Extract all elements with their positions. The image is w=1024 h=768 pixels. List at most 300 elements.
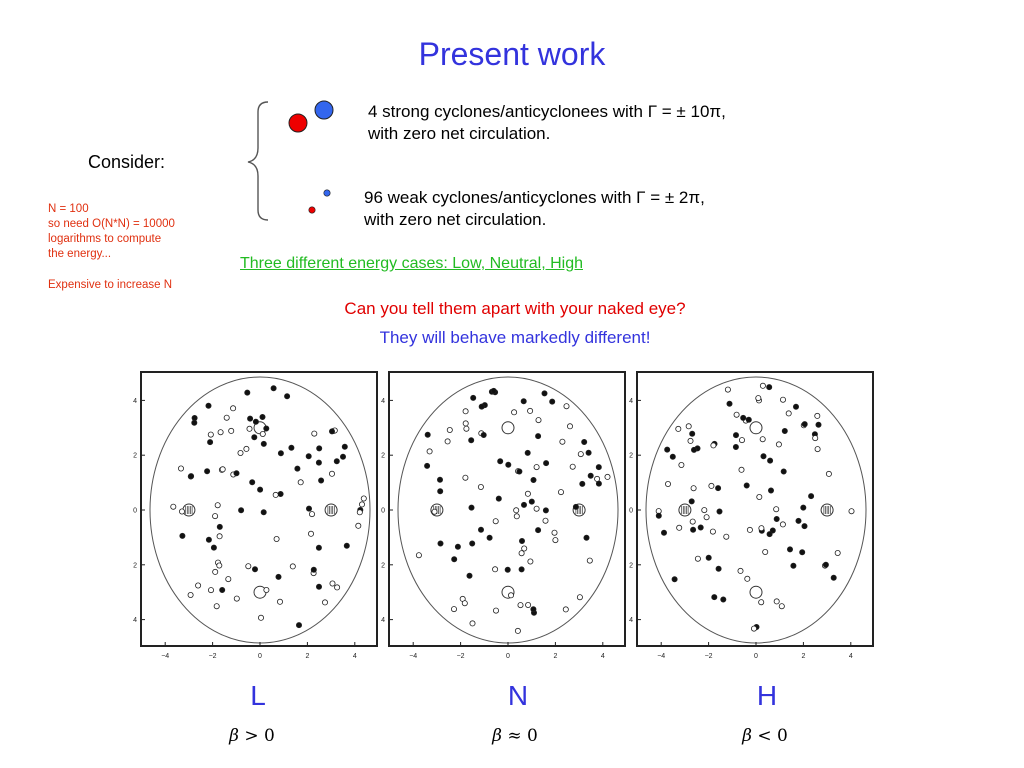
weak-cyclone-dot — [479, 404, 484, 409]
weak-cyclone-dot — [767, 532, 772, 537]
weak-cyclone-dot — [768, 458, 773, 463]
weak-cyclone-dot — [716, 566, 721, 571]
weak-anticyclone-dot — [815, 413, 820, 418]
weak-anticyclone-dot — [264, 587, 269, 592]
weak-anticyclone-dot — [774, 599, 779, 604]
x-tick-label: −4 — [409, 653, 418, 660]
weak-anticyclone-dot — [258, 615, 263, 620]
weak-cyclone-dot — [706, 555, 711, 560]
weak-anticyclone-dot — [564, 404, 569, 409]
weak-anticyclone-dot — [779, 604, 784, 609]
weak-cyclone-dot — [665, 447, 670, 452]
weak-anticyclone-dot — [734, 412, 739, 417]
weak-anticyclone-dot — [676, 426, 681, 431]
y-tick-label: 2 — [629, 452, 633, 460]
weak-anticyclone-dot — [738, 568, 743, 573]
weak-anticyclone-dot — [563, 607, 568, 612]
strong-cyclone-red-icon — [289, 114, 307, 132]
weak-anticyclone-dot — [725, 387, 730, 392]
scatter-panel-high — [629, 372, 873, 660]
x-tick-label: 4 — [352, 653, 357, 660]
weak-anticyclone-dot — [356, 523, 361, 528]
weak-cyclone-dot — [329, 429, 334, 434]
weak-cyclone-dot — [253, 419, 258, 424]
weak-anticyclone-dot — [724, 534, 729, 539]
weak-anticyclone-dot — [208, 588, 213, 593]
weak-anticyclone-dot — [536, 418, 541, 423]
weak-cyclone-dot — [317, 446, 322, 451]
weak-cyclone-dot — [189, 474, 194, 479]
panel-frame — [141, 372, 377, 646]
weak-anticyclone-dot — [534, 465, 539, 470]
weak-cyclone-dot — [781, 469, 786, 474]
weak-anticyclone-dot — [577, 595, 582, 600]
weak-cyclone-dot — [252, 435, 257, 440]
weak-anticyclone-dot — [330, 581, 335, 586]
weak-cyclone-dot — [801, 505, 806, 510]
weak-anticyclone-dot — [445, 439, 450, 444]
x-tick-label: 4 — [848, 653, 853, 660]
weak-anticyclone-dot — [322, 600, 327, 605]
weak-anticyclone-dot — [780, 522, 785, 527]
weak-cyclone-dot — [506, 462, 511, 467]
weak-cyclone-dot — [721, 597, 726, 602]
x-tick-label: 2 — [801, 653, 806, 660]
weak-anticyclone-dot — [525, 491, 530, 496]
weak-anticyclone-dot — [308, 531, 313, 536]
y-tick-label: 2 — [381, 562, 385, 570]
naked-eye-question: Can you tell them apart with your naked eye? — [344, 299, 686, 318]
curly-brace-icon — [248, 102, 268, 220]
consider-label: Consider: — [88, 152, 166, 172]
beta-symbol: β — [742, 726, 752, 746]
weak-cyclone-dot — [278, 451, 283, 456]
weak-cyclone-dot — [261, 510, 266, 515]
weak-anticyclone-dot — [427, 449, 432, 454]
weak-anticyclone-dot — [514, 514, 519, 519]
weak-cyclone-dot — [544, 461, 549, 466]
weak-anticyclone-dot — [447, 427, 452, 432]
weak-cyclone-dot — [208, 440, 213, 445]
weak-cyclone-red-icon — [309, 207, 315, 213]
weak-cyclone-dot — [791, 563, 796, 568]
weak-cyclone-dot — [573, 504, 578, 509]
strong-anticyclone-blue-icon — [315, 101, 333, 119]
weak-cyclone-dot — [733, 433, 738, 438]
weak-anticyclone-dot — [780, 397, 785, 402]
weak-anticyclone-dot — [739, 438, 744, 443]
weak-cyclone-dot — [823, 562, 828, 567]
weak-cyclone-dot — [498, 459, 503, 464]
beta-condition-neutral — [455, 726, 575, 746]
weak-cyclone-dot — [271, 386, 276, 391]
weak-cyclone-dot — [529, 499, 534, 504]
weak-anticyclone-dot — [470, 621, 475, 626]
weak-anticyclone-dot — [760, 437, 765, 442]
weak-cyclone-dot — [536, 528, 541, 533]
weak-anticyclone-dot — [416, 553, 421, 558]
weak-cyclone-dot — [306, 454, 311, 459]
weak-anticyclone-dot — [359, 502, 364, 507]
weak-anticyclone-dot — [522, 546, 527, 551]
weak-anticyclone-dot — [329, 471, 334, 476]
weak-cyclone-dot — [741, 415, 746, 420]
weak-anticyclone-dot — [290, 564, 295, 569]
weak-anticyclone-dot — [759, 526, 764, 531]
panel-label-neutral: N — [507, 680, 529, 711]
weak-anticyclone-dot — [312, 431, 317, 436]
weak-anticyclone-dot — [560, 439, 565, 444]
strong-line-1: 4 strong cyclones/anticyclonees with Γ = ± 10π, — [368, 102, 726, 121]
x-tick-label: −2 — [208, 653, 217, 660]
weak-cyclone-dot — [467, 573, 472, 578]
weak-anticyclone-dot — [215, 503, 220, 508]
weak-cyclone-dot — [691, 447, 696, 452]
weak-anticyclone-dot — [229, 428, 234, 433]
weak-cyclone-dot — [542, 391, 547, 396]
weak-anticyclone-dot — [514, 508, 519, 513]
weak-anticyclone-dot — [478, 484, 483, 489]
weak-anticyclone-dot — [213, 569, 218, 574]
weak-cyclone-dot — [205, 469, 210, 474]
weak-cyclone-dot — [487, 535, 492, 540]
energy-cost-note — [48, 202, 175, 262]
weak-cyclone-dot — [491, 388, 496, 393]
weak-anticyclone-dot — [710, 529, 715, 534]
weak-cyclone-dot — [744, 483, 749, 488]
y-tick-label: 4 — [381, 617, 385, 625]
weak-cyclone-dot — [220, 587, 225, 592]
panel-label-low: L — [250, 680, 266, 711]
weak-cyclone-dot — [316, 545, 321, 550]
weak-line-2: with zero net circulation. — [364, 210, 547, 229]
y-tick-label: 2 — [629, 562, 633, 570]
weak-cyclone-dot — [690, 431, 695, 436]
x-tick-label: 2 — [305, 653, 310, 660]
weak-anticyclone-dot — [665, 481, 670, 486]
weak-cyclone-dot — [234, 471, 239, 476]
strong-vortex-open — [502, 422, 514, 434]
note-line-1: N = 100 — [48, 203, 89, 215]
x-tick-label: 0 — [754, 653, 758, 660]
weak-anticyclone-dot — [587, 558, 592, 563]
weak-anticyclone-dot — [518, 603, 523, 608]
weak-anticyclone-dot — [711, 443, 716, 448]
weak-cyclone-dot — [306, 506, 311, 511]
behave-statement: They will behave markedly different! — [379, 328, 651, 347]
weak-anticyclone-dot — [695, 556, 700, 561]
weak-anticyclone-dot — [335, 585, 340, 590]
beta-symbol: β — [229, 726, 239, 746]
y-tick-label: 0 — [133, 507, 137, 515]
weak-cyclone-dot — [519, 538, 524, 543]
weak-anticyclone-dot — [849, 509, 854, 514]
y-tick-label: 2 — [381, 452, 385, 460]
y-tick-label: 4 — [629, 617, 633, 625]
strong-line-2: with zero net circulation. — [368, 124, 551, 143]
panel-label-high: H — [756, 680, 778, 711]
weak-anticyclone-dot — [704, 515, 709, 520]
weak-cyclone-dot — [580, 481, 585, 486]
weak-anticyclone-dot — [774, 507, 779, 512]
weak-cyclone-dot — [342, 444, 347, 449]
weak-anticyclone-dot — [224, 415, 229, 420]
weak-cyclone-dot — [469, 438, 474, 443]
weak-cyclone-dot — [455, 544, 460, 549]
weak-anticyclone-dot — [826, 471, 831, 476]
weak-cyclone-dot — [582, 439, 587, 444]
x-tick-label: −4 — [657, 653, 666, 660]
weak-anticyclone-dot — [217, 534, 222, 539]
weak-cyclone-dot — [334, 459, 339, 464]
weak-cyclone-dot — [661, 530, 666, 535]
weak-cyclone-dot — [689, 499, 694, 504]
weak-cyclone-dot — [276, 574, 281, 579]
beta-condition-high — [705, 726, 825, 746]
weak-anticyclone-dot — [493, 608, 498, 613]
weak-anticyclone-dot — [757, 494, 762, 499]
x-tick-label: −2 — [704, 653, 713, 660]
weak-anticyclone-dot — [528, 408, 533, 413]
weak-cyclone-dot — [496, 496, 501, 501]
weak-cyclone-dot — [319, 478, 324, 483]
weak-cyclone-dot — [481, 432, 486, 437]
weak-anticyclone-dot — [745, 576, 750, 581]
weak-anticyclone-dot — [218, 430, 223, 435]
weak-anticyclone-dot — [274, 536, 279, 541]
weak-anticyclone-dot — [432, 509, 437, 514]
expensive-note: Expensive to increase N — [48, 279, 173, 291]
weak-anticyclone-dot — [277, 599, 282, 604]
weak-cyclone-dot — [206, 537, 211, 542]
weak-cyclone-dot — [796, 518, 801, 523]
weak-cyclone-dot — [802, 422, 807, 427]
weak-cyclone-dot — [311, 567, 316, 572]
weak-cyclone-dot — [519, 567, 524, 572]
weak-cyclone-dot — [531, 607, 536, 612]
weak-cyclone-dot — [656, 513, 661, 518]
weak-cyclone-dot — [471, 395, 476, 400]
weak-anticyclone-dot — [493, 519, 498, 524]
weak-cyclone-dot — [672, 577, 677, 582]
beta-symbol: β — [492, 726, 502, 746]
weak-cyclone-dot — [543, 508, 548, 513]
weak-anticyclone-dot — [196, 583, 201, 588]
weak-anticyclone-dot — [260, 431, 265, 436]
weak-cyclone-dot — [802, 524, 807, 529]
beta-relation: < 0 — [751, 726, 788, 746]
weak-cyclone-dot — [831, 575, 836, 580]
weak-anticyclone-dot — [515, 628, 520, 633]
weak-line-1: 96 weak cyclones/anticyclones with Γ = ± 2π, — [364, 188, 705, 207]
note-line-3: logarithms to compute — [48, 233, 162, 245]
x-tick-label: 0 — [258, 653, 262, 660]
weak-anticyclone-dot — [188, 592, 193, 597]
weak-anticyclone-dot — [179, 509, 184, 514]
scatter-panel-neutral — [381, 372, 625, 660]
weak-cyclone-dot — [800, 550, 805, 555]
weak-cyclone-dot — [206, 403, 211, 408]
y-tick-label: 4 — [629, 397, 633, 405]
weak-cyclone-dot — [239, 508, 244, 513]
weak-anticyclone-dot — [690, 519, 695, 524]
weak-anticyclone-dot — [570, 464, 575, 469]
weak-anticyclone-dot — [493, 567, 498, 572]
weak-anticyclone-dot — [463, 475, 468, 480]
weak-cyclone-dot — [344, 543, 349, 548]
weak-cyclone-dot — [517, 469, 522, 474]
weak-anticyclone-dot — [747, 527, 752, 532]
weak-anticyclone-dot — [357, 510, 362, 515]
y-tick-label: 2 — [133, 452, 137, 460]
weak-cyclone-dot — [550, 399, 555, 404]
weak-cyclone-dot — [809, 494, 814, 499]
weak-anticyclone-dot — [234, 596, 239, 601]
vortex-scatter-panels — [0, 360, 1024, 666]
weak-cyclone-dot — [521, 399, 526, 404]
weak-cyclone-dot — [793, 404, 798, 409]
weak-cyclone-dot — [437, 477, 442, 482]
weak-cyclone-dot — [670, 454, 675, 459]
weak-anticyclone-dot — [679, 462, 684, 467]
weak-vortices-description — [364, 187, 705, 231]
weak-cyclone-dot — [316, 584, 321, 589]
strong-vortex-open — [750, 586, 762, 598]
weak-anticyclone-dot — [813, 436, 818, 441]
y-tick-label: 2 — [133, 562, 137, 570]
weak-anticyclone-dot — [835, 550, 840, 555]
weak-anticyclone-dot — [171, 504, 176, 509]
weak-cyclone-dot — [782, 428, 787, 433]
weak-cyclone-dot — [768, 488, 773, 493]
weak-cyclone-dot — [452, 557, 457, 562]
weak-cyclone-dot — [717, 509, 722, 514]
weak-cyclone-dot — [712, 595, 717, 600]
y-tick-label: 0 — [381, 507, 385, 515]
panel-frame — [389, 372, 625, 646]
weak-cyclone-dot — [258, 487, 263, 492]
weak-anticyclone-dot — [178, 466, 183, 471]
weak-cyclone-dot — [250, 480, 255, 485]
weak-anticyclone-dot — [776, 442, 781, 447]
beta-relation: > 0 — [238, 726, 275, 746]
weak-cyclone-dot — [252, 567, 257, 572]
weak-cyclone-dot — [478, 527, 483, 532]
weak-anticyclone-dot — [511, 410, 516, 415]
weak-anticyclone-dot — [217, 563, 222, 568]
weak-anticyclone-dot — [534, 506, 539, 511]
weak-cyclone-dot — [469, 505, 474, 510]
weak-cyclone-dot — [295, 466, 300, 471]
weak-anticyclone-dot — [751, 626, 756, 631]
weak-cyclone-dot — [531, 477, 536, 482]
weak-cyclone-dot — [698, 525, 703, 530]
strong-vortex-open — [750, 422, 762, 434]
weak-cyclone-dot — [727, 401, 732, 406]
weak-anticyclone-dot — [702, 508, 707, 513]
y-tick-label: 4 — [133, 397, 137, 405]
weak-cyclone-dot — [180, 533, 185, 538]
weak-cyclone-dot — [787, 547, 792, 552]
weak-anticyclone-dot — [238, 450, 243, 455]
x-tick-label: 4 — [600, 653, 605, 660]
weak-anticyclone-dot — [756, 396, 761, 401]
weak-cyclone-dot — [425, 463, 430, 468]
weak-anticyclone-dot — [213, 514, 218, 519]
weak-anticyclone-dot — [214, 604, 219, 609]
weak-anticyclone-dot — [567, 424, 572, 429]
weak-cyclone-dot — [588, 473, 593, 478]
weak-anticyclone-dot — [464, 426, 469, 431]
weak-cyclone-dot — [761, 454, 766, 459]
weak-anticyclone-dot — [739, 467, 744, 472]
weak-anticyclone-dot — [543, 518, 548, 523]
weak-anticyclone-dot — [208, 432, 213, 437]
weak-cyclone-dot — [340, 454, 345, 459]
weak-cyclone-dot — [438, 489, 443, 494]
note-line-2: so need O(N*N) = 10000 — [48, 218, 175, 230]
weak-cyclone-dot — [746, 417, 751, 422]
weak-anticyclone-dot — [759, 600, 764, 605]
x-tick-label: 0 — [506, 653, 510, 660]
weak-anticyclone-dot — [552, 530, 557, 535]
weak-cyclone-dot — [584, 535, 589, 540]
weak-anticyclone-dot — [677, 525, 682, 530]
weak-cyclone-dot — [438, 541, 443, 546]
weak-anticyclone-dot — [760, 383, 765, 388]
weak-cyclone-dot — [217, 524, 222, 529]
weak-cyclone-dot — [536, 434, 541, 439]
weak-cyclone-dot — [260, 414, 265, 419]
weak-anticyclone-dot — [226, 577, 231, 582]
weak-anticyclone-dot — [247, 426, 252, 431]
weak-cyclone-dot — [586, 450, 591, 455]
weak-cyclone-dot — [278, 491, 283, 496]
weak-cyclone-dot — [261, 441, 266, 446]
y-tick-label: 4 — [381, 397, 385, 405]
weak-anticyclone-dot — [273, 492, 278, 497]
weak-cyclone-dot — [767, 385, 772, 390]
y-tick-label: 4 — [133, 617, 137, 625]
weak-anticyclone-dot — [709, 483, 714, 488]
x-tick-label: −4 — [161, 653, 170, 660]
weak-cyclone-dot — [289, 445, 294, 450]
weak-cyclone-dot — [316, 460, 321, 465]
weak-anticyclone-dot — [451, 607, 456, 612]
scatter-panel-low — [133, 372, 377, 660]
beta-relation: ≈ 0 — [501, 726, 538, 746]
strong-vortices-description — [368, 101, 726, 145]
weak-anticyclone-dot — [298, 480, 303, 485]
weak-anticyclone-dot — [220, 467, 225, 472]
weak-anticyclone-dot — [815, 447, 820, 452]
weak-cyclone-dot — [248, 416, 253, 421]
y-tick-label: 0 — [629, 507, 633, 515]
weak-cyclone-dot — [733, 444, 738, 449]
weak-cyclone-dot — [296, 623, 301, 628]
panel-frame — [637, 372, 873, 646]
weak-cyclone-dot — [470, 541, 475, 546]
beta-condition-low — [192, 726, 312, 746]
energy-cases-link[interactable]: Three different energy cases: Low, Neutral, High — [240, 255, 583, 272]
weak-anticyclone-blue-icon — [324, 190, 330, 196]
weak-anticyclone-dot — [786, 411, 791, 416]
weak-anticyclone-dot — [605, 474, 610, 479]
weak-anticyclone-dot — [526, 602, 531, 607]
weak-anticyclone-dot — [691, 486, 696, 491]
weak-cyclone-dot — [245, 390, 250, 395]
weak-anticyclone-dot — [462, 601, 467, 606]
